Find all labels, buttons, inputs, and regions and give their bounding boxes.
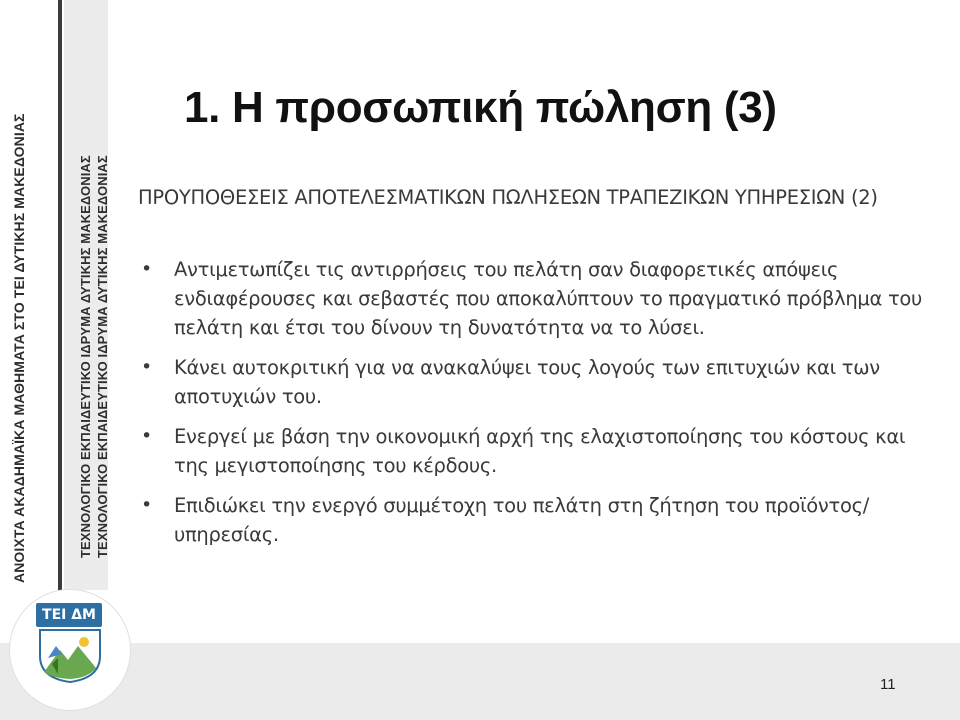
bullet-list (138, 255, 938, 560)
bullet-icon: • (141, 356, 152, 378)
bullet-icon: • (141, 494, 152, 516)
list-item (138, 353, 938, 411)
bullet-text: Επιδιώκει την ενεργό συμμέτοχη του πελάτη στη ζήτηση του προϊόντος/υπηρεσίας. (174, 494, 870, 546)
list-item (138, 422, 938, 480)
bullet-icon: • (141, 258, 152, 280)
list-item (138, 255, 938, 342)
page-number: 11 (880, 676, 896, 693)
sidebar-vertical-text-2: ΤΕΧΝΟΛΟΓΙΚΟ ΕΚΠΑΙΔΕΥΤΙΚΟ ΙΔΡΥΜΑ ΔΥΤΙΚΗΣ ΜΑΚΕΔΟΝΙΑΣ (78, 155, 93, 558)
bullet-text: Ενεργεί με βάση την οικονομική αρχή της ελαχιστοποίησης του κόστους και της μεγιστοποίησης του κέρδους. (174, 425, 906, 477)
bullet-text: Κάνει αυτοκριτική για να ανακαλύψει τους λογούς των επιτυχιών και των αποτυχιών του. (174, 356, 880, 408)
page-title: 1. Η προσωπική πώληση (3) (184, 83, 777, 132)
bullet-icon: • (141, 425, 152, 447)
logo-emblem-icon (38, 628, 102, 684)
logo-banner: ΤΕΙ ΔΜ (36, 603, 102, 627)
list-item (138, 491, 938, 549)
footer-band (0, 643, 960, 720)
sidebar-divider (58, 0, 62, 610)
bullet-text: Αντιμετωπίζει τις αντιρρήσεις του πελάτη σαν διαφορετικές απόψεις ενδιαφέρουσες και σεβαστές που αποκαλύπτουν το πραγματικό πρόβλημα του πελάτη και έτσι του δίνουν τη δυνατότητα να το λύσει. (174, 258, 923, 339)
sidebar-vertical-text-1: ΑΝΟΙΧΤΑ ΑΚΑΔΗΜΑΪΚΑ ΜΑΘΗΜΑΤΑ ΣΤΟ ΤΕΙ ΔΥΤΙΚΗΣ ΜΑΚΕΔΟΝΙΑΣ (11, 113, 27, 583)
slide-subtitle: ΠΡΟΥΠΟΘΕΣΕΙΣ ΑΠΟΤΕΛΕΣΜΑΤΙΚΩΝ ΠΩΛΗΣΕΩΝ ΤΡΑΠΕΖΙΚΩΝ ΥΠΗΡΕΣΙΩΝ (2) (138, 186, 878, 209)
sidebar-vertical-text-3: ΤΕΧΝΟΛΟΓΙΚΟ ΕΚΠΑΙΔΕΥΤΙΚΟ ΙΔΡΥΜΑ ΔΥΤΙΚΗΣ ΜΑΚΕΔΟΝΙΑΣ (95, 155, 110, 558)
